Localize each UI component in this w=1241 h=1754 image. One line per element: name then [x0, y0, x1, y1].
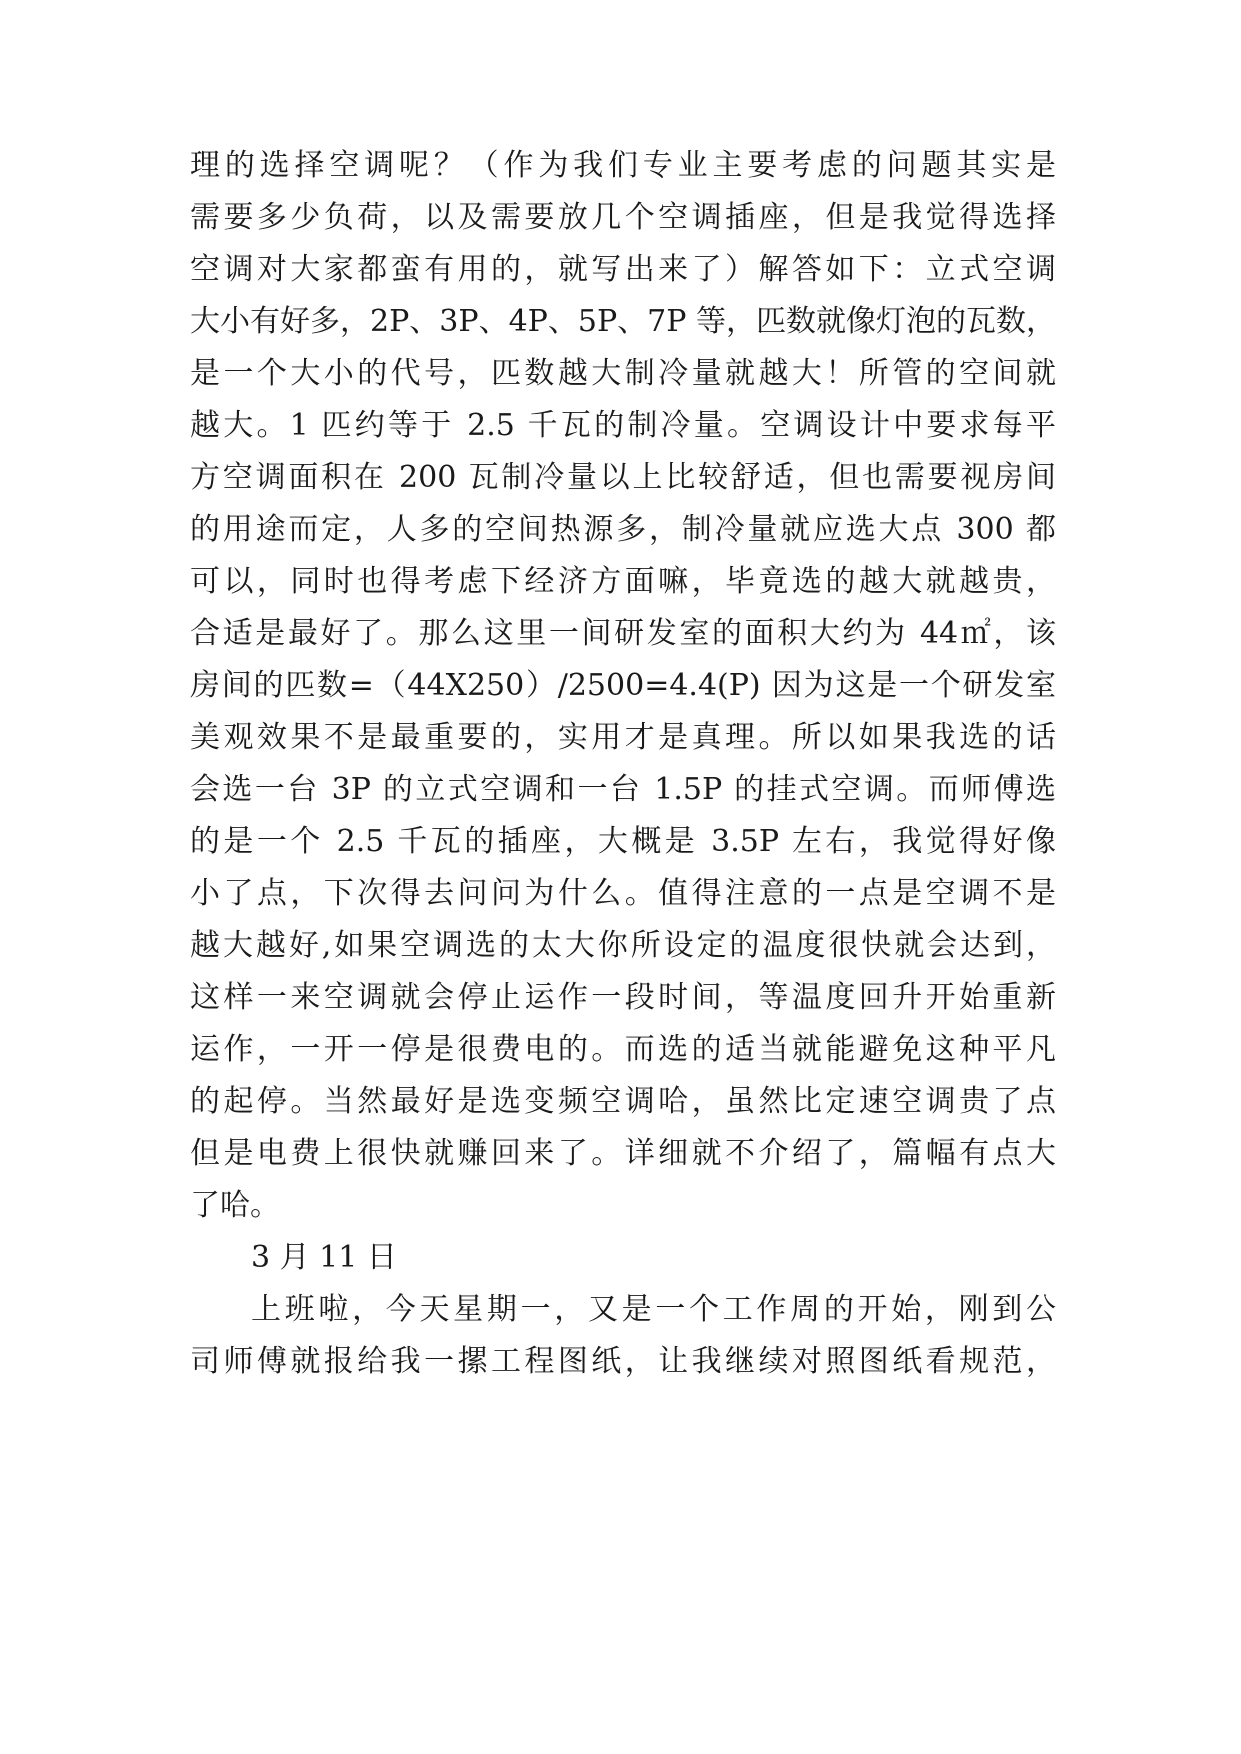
text-line: 房间的匹数=（44X250）/2500=4.4(P) 因为这是一个研发室 — [190, 668, 1056, 703]
text-line: 美观效果不是最重要的，实用才是真理。所以如果我选的话 — [190, 720, 1056, 755]
text-line: 理的选择空调呢？（作为我们专业主要考虑的问题其实是 — [190, 148, 1056, 183]
text-line: 运作，一开一停是很费电的。而选的适当就能避免这种平凡 — [190, 1032, 1056, 1067]
text-line: 的起停。当然最好是选变频空调哈，虽然比定速空调贵了点 — [190, 1084, 1056, 1119]
text-line: 合适是最好了。那么这里一间研发室的面积大约为 44㎡，该 — [190, 616, 1056, 651]
text-line: 空调对大家都蛮有用的，就写出来了）解答如下：立式空调 — [190, 252, 1056, 287]
text-line: 需要多少负荷，以及需要放几个空调插座，但是我觉得选择 — [190, 200, 1056, 235]
text-line: 了哈。 — [190, 1188, 280, 1223]
text-line: 是一个大小的代号，匹数越大制冷量就越大！所管的空间就 — [190, 356, 1056, 391]
text-line: 越大越好,如果空调选的太大你所设定的温度很快就会达到， — [190, 928, 1056, 963]
text-line: 可以，同时也得考虑下经济方面嘛，毕竟选的越大就越贵， — [190, 564, 1056, 599]
text-line: 上班啦，今天星期一，又是一个工作周的开始，刚到公 — [251, 1292, 1056, 1327]
text-line: 但是电费上很快就赚回来了。详细就不介绍了，篇幅有点大 — [190, 1136, 1056, 1171]
text-line: 越大。1 匹约等于 2.5 千瓦的制冷量。空调设计中要求每平 — [190, 408, 1056, 443]
text-line: 这样一来空调就会停止运作一段时间，等温度回升开始重新 — [190, 980, 1056, 1015]
text-line: 的是一个 2.5 千瓦的插座，大概是 3.5P 左右，我觉得好像 — [190, 824, 1056, 859]
text-line: 会选一台 3P 的立式空调和一台 1.5P 的挂式空调。而师傅选 — [190, 772, 1056, 807]
text-line: 方空调面积在 200 瓦制冷量以上比较舒适，但也需要视房间 — [190, 460, 1056, 495]
text-line: 小了点，下次得去问问为什么。值得注意的一点是空调不是 — [190, 876, 1056, 911]
text-line: 的用途而定，人多的空间热源多，制冷量就应选大点 300 都 — [190, 512, 1056, 547]
text-line: 大小有好多，2P、3P、4P、5P、7P 等，匹数就像灯泡的瓦数， — [190, 304, 1056, 339]
text-line: 司师傅就报给我一摞工程图纸，让我继续对照图纸看规范， — [190, 1344, 1056, 1379]
date-heading: 3 月 11 日 — [251, 1240, 397, 1275]
